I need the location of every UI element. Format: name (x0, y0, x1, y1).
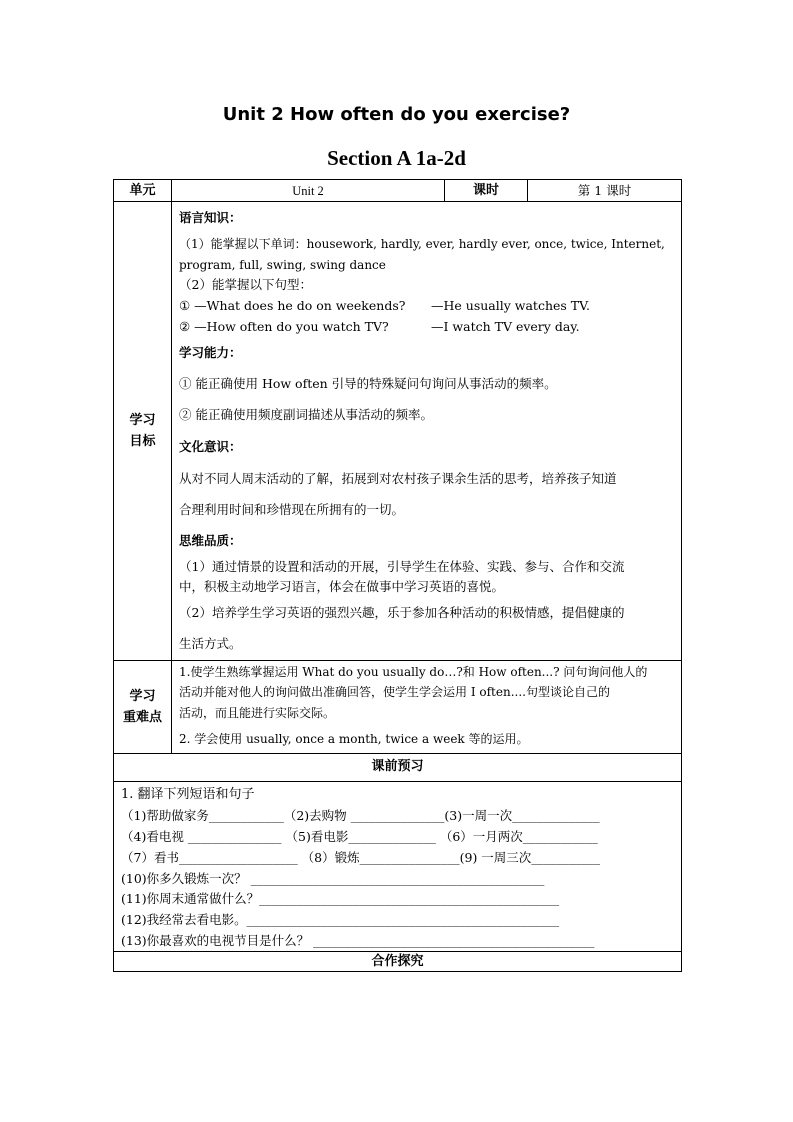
lesson-plan-table (113, 179, 682, 972)
section-title: Section A 1a-2d (327, 146, 466, 170)
preview-heading: 课前预习 (371, 759, 424, 774)
cooperation-heading: 合作探究 (371, 954, 424, 969)
row-divider (114, 951, 681, 952)
period-label: 课时 (472, 183, 499, 198)
page-title: Unit 2 How often do you exercise? (222, 104, 571, 125)
objectives-label-line2: 目标 (129, 434, 156, 449)
pattern-answer: —I watch TV every day. (431, 319, 580, 334)
pattern-heading: （2）能掌握以下句型： (179, 277, 312, 292)
objectives-label (114, 410, 171, 452)
language-heading: 语言知识： (179, 210, 242, 225)
period-value: 第 1 课时 (577, 183, 632, 198)
thinking-text: 生活方式。 (179, 636, 242, 651)
ability-item: ① 能正确使用 How often 引导的特殊疑问句询问从事活动的频率。 (179, 376, 557, 391)
translation-row: （7）看书___________________ （8）锻炼________________(9) 一周三次___________ (121, 850, 601, 865)
key-point-text: 1.使学生熟练掌握运用 What do you usually do…?和 How often...? 问句询问他人的 (179, 665, 648, 679)
key-point-text: 活动并能对他人的询问做出准确回答，使学生学会运用 I often....句型谈论自己的 (179, 685, 610, 699)
column-divider (171, 180, 172, 753)
key-points-label-line2: 重难点 (122, 710, 162, 725)
translation-sentence: (10)你多久锻炼一次？ _______________________________________________ (121, 871, 545, 886)
culture-text: 从对不同人周末活动的了解，拓展到对农村孩子课余生活的思考，培养孩子知道 (179, 471, 617, 486)
pattern-question: ② —How often do you watch TV? (179, 319, 389, 334)
row-divider (114, 781, 681, 782)
vocab-line: （1）能掌握以下单词：housework, hardly, ever, hardly ever, once, twice, Internet, (179, 237, 665, 251)
ability-item: ② 能正确使用频度副词描述从事活动的频率。 (179, 407, 433, 422)
translation-sentence: (12)我经常去看电影。__________________________________________________ (121, 912, 560, 927)
row-divider (114, 753, 681, 754)
pattern-question: ① —What does he do on weekends? (179, 298, 406, 313)
translation-row: （4)看电视 _______________ （5)看电影______________ （6）一月两次____________ (121, 829, 598, 844)
thinking-text: 中，积极主动地学习语言，体会在做事中学习英语的喜悦。 (179, 579, 505, 594)
culture-text: 合理利用时间和珍惜现在所拥有的一切。 (179, 502, 405, 517)
unit-value: Unit 2 (292, 184, 324, 198)
objectives-label-line1: 学习 (129, 413, 156, 428)
translation-row: （1)帮助做家务____________（2)去购物 _______________(3)一周一次______________ (121, 808, 600, 823)
vocab-line: program, full, swing, swing dance (179, 258, 386, 272)
translation-sentence: (11)你周末通常做什么？________________________________________________ (121, 891, 560, 906)
ability-heading: 学习能力： (179, 345, 242, 360)
key-points-label (114, 686, 171, 728)
culture-heading: 文化意识： (179, 439, 242, 454)
key-point-text: 2. 学会使用 usually, once a month, twice a week 等的运用。 (179, 732, 529, 746)
pattern-answer: —He usually watches TV. (431, 298, 590, 313)
translation-sentence: (13)你最喜欢的电视节目是什么？ _____________________________________________ (121, 933, 595, 948)
row-divider (114, 660, 681, 661)
thinking-heading: 思维品质： (179, 533, 242, 548)
thinking-text: （2）培养学生学习英语的强烈兴趣，乐于参加各种活动的积极情感，提倡健康的 (179, 605, 625, 620)
row-divider (114, 201, 681, 202)
unit-label: 单元 (129, 183, 156, 198)
thinking-text: （1）通过情景的设置和活动的开展，引导学生在体验、实践、参与、合作和交流 (179, 559, 625, 574)
key-points-label-line1: 学习 (129, 689, 156, 704)
preview-task-title: 1. 翻译下列短语和句子 (121, 787, 255, 802)
key-point-text: 活动，而且能进行实际交际。 (179, 706, 336, 720)
